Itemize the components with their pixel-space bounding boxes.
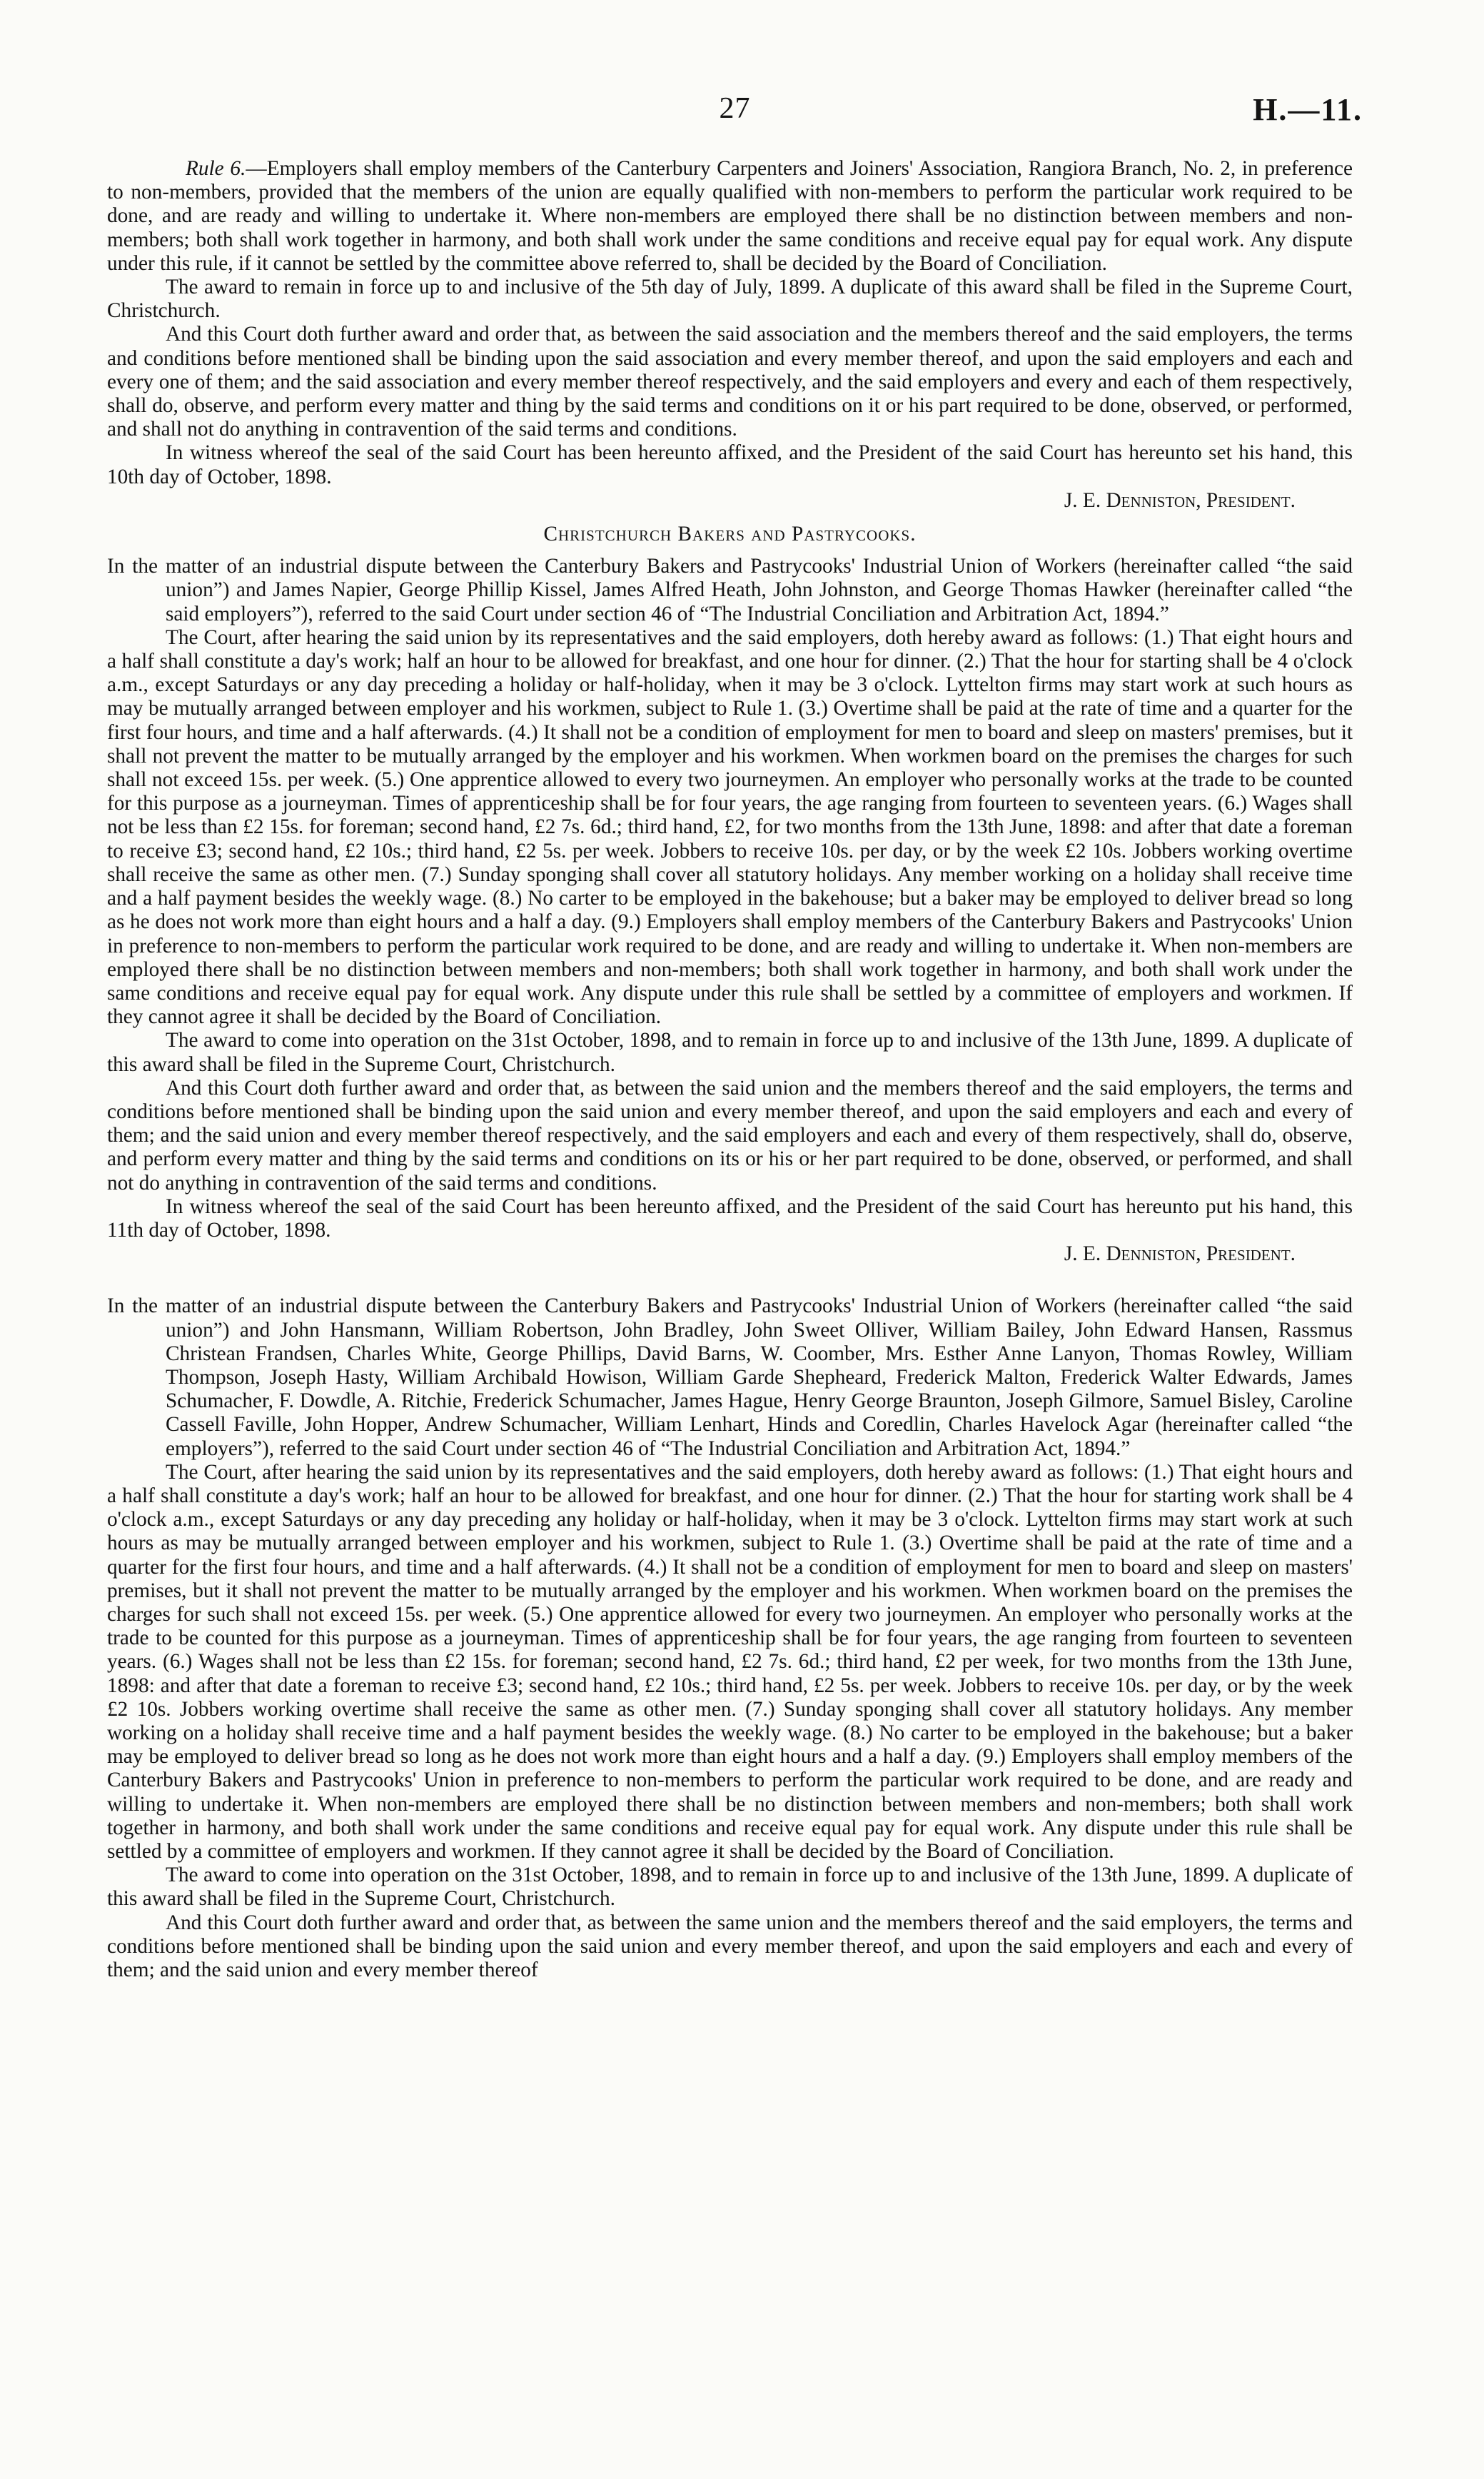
matter-1-binding: And this Court doth further award and order that, as between the said union and the members thereof and the said employers, the terms and conditions before mentioned shall be binding upon the said union and every member thereof, and upon the said employers and each and every of them; and the said union and every member thereof respectively, and the said employers and each and every of them respectively, shall do, observe, and perform every matter and thing by the said terms and conditions on its or his or her part required to be done, observed, or performed, and shall not do anything in contravention of the said terms and conditions. [107,1076,1353,1195]
rule-6-label: Rule 6. [186,157,246,180]
matter-2-binding: And this Court doth further award and order that, as between the same union and the members thereof and the said employers, the terms and conditions before mentioned shall be binding upon the said union and every member thereof, and upon the said employers and each and every of them; and the said union and every member thereof [107,1911,1353,1982]
rule-6-paragraph [107,157,1353,276]
matter-2-term: The award to come into operation on the 31st October, 1898, and to remain in force up to and inclusive of the 13th June, 1899. A duplicate of this award shall be filed in the Supreme Court, Christchurch. [107,1864,1353,1911]
matter-1-award: The Court, after hearing the said union by its representatives and the said employers, doth hereby award as follows: (1.) That eight hours and a half shall constitute a day's work; half an hour to be allowed for breakfast, and one hour for dinner. (2.) That the hour for starting shall be 4 o'clock a.m., except Saturdays or any day preceding a holiday or half-holiday, when it may be 3 o'clock. Lyttelton firms may start work at such hours as may be mutually arranged between employer and his workmen, subject to Rule 1. (3.) Overtime shall be paid at the rate of time and a quarter for the first four hours, and time and a half afterwards. (4.) It shall not be a condition of employment for men to board and sleep on masters' premises, but it shall not prevent the matter to be mutually arranged by the employer and his workmen. When workmen board on the premises the charges for such shall not exceed 15s. per week. (5.) One apprentice allowed to every two journeymen. An employer who personally works at the trade to be counted for this purpose as a journeyman. Times of apprenticeship shall be for four years, the age ranging from fourteen to seventeen years. (6.) Wages shall not be less than £2 15s. for foreman; second hand, £2 7s. 6d.; third hand, £2, for two months from the 13th June, 1898: and after that date a foreman to receive £3; second hand, £2 10s.; third hand, £2 5s. per week. Jobbers to receive 10s. per day, or by the week £2 10s. Jobbers working overtime shall receive the same as other men. (7.) Sunday sponging shall cover all statutory holidays. Any member working on a holiday shall receive time and a half payment besides the weekly wage. (8.) No carter to be employed in the bakehouse; but a baker may be employed to deliver bread so long as he does not work more than eight hours and a half a day. (9.) Employers shall employ members of the Canterbury Bakers and Pastrycooks' Union in preference to non-members to perform the particular work required to be done, and are ready and willing to undertake it. When non-members are employed there shall be no distinction between members and non-members; both shall work together in harmony, and both shall work under the same conditions and receive equal pay for equal work. Any dispute under this rule shall be settled by a committee of employers and workmen. If they cannot agree it shall be decided by the Board of Conciliation. [107,625,1353,1029]
document-body [107,157,1353,1982]
matter-2-award: The Court, after hearing the said union by its representatives and the said employers, doth hereby award as follows: (1.) That eight hours and a half shall constitute a day's work; half an hour to be allowed for breakfast, and one hour for dinner. (2.) That the hour for starting work shall be 4 o'clock a.m., except Saturdays or any day preceding any holiday or half-holiday, when it may be 3 o'clock. Lyttelton firms may start work at such hours as may be mutually arranged between employer and his workmen, subject to Rule 1. (3.) Overtime shall be paid at the rate of time and a quarter for the first four hours, and time and a half afterwards. (4.) It shall not be a condition of employment for men to board and sleep on masters' premises, but it shall not prevent the matter to be mutually arranged by the employer and his workmen. When workmen board on the premises the charges for such shall not exceed 15s. per week. (5.) One apprentice allowed for every two journeymen. An employer who personally works at the trade to be counted for this purpose as a journeyman. Times of apprenticeship shall be for four years, the age ranging from fourteen to seventeen years. (6.) Wages shall not be less than £2 15s. for foreman; second hand, £2 7s. 6d.; third hand, £2 per week, for two months from the 13th June, 1898: and after that date a foreman to receive £3; second hand, £2 10s.; third hand, £2 5s. per week. Jobbers to receive 10s. per day, or by the week £2 10s. Jobbers working overtime shall receive the same as other men. (7.) Sunday sponging shall cover all statutory holidays. Any member working on a holiday shall receive time and a half payment besides the weekly wage. (8.) No carter to be employed in the bakehouse; but a baker may be employed to deliver bread so long as he does not work more than eight hours and a half a day. (9.) Employers shall employ members of the Canterbury Bakers and Pastrycooks' Union in preference to non-members to perform the particular work required to be done, and are ready and willing to undertake it. When non-members are employed there shall be no distinction between members and non-members; both shall work together in harmony, and both shall work under the same conditions and receive equal pay for equal work. Any dispute under this rule shall be settled by a committee of employers and workmen. If they cannot agree it shall be decided by the Board of Conciliation. [107,1460,1353,1864]
matter-1-witness: In witness whereof the seal of the said Court has been hereunto affixed, and the President of the said Court has hereunto put his hand, this 11th day of October, 1898. [107,1195,1353,1242]
matter-1-intro: In the matter of an industrial dispute between the Canterbury Bakers and Pastrycooks' Industrial Union of Workers (hereinafter called “the said union”) and James Napier, George Phillip Kissel, James Alfred Heath, John Johnston, and George Thomas Hawker (hereinafter called “the said employers”), referred to the said Court under section 46 of “The Industrial Conciliation and Arbitration Act, 1894.” [107,555,1353,625]
page-number: 27 [719,92,751,125]
page-header [107,91,1363,134]
matter-2-intro: In the matter of an industrial dispute between the Canterbury Bakers and Pastrycooks' Industrial Union of Workers (hereinafter called “the said union”) and John Hansmann, William Robertson, John Bradley, John Sweet Olliver, William Bailey, John Edward Hansen, Rassmus Christean Frandsen, Charles White, George Phillips, David Barns, W. Coomber, Mrs. Esther Anne Lanyon, Thomas Rowley, William Thompson, Joseph Hasty, William Archibald Howison, William Garde Shepheard, Frederick Malton, Frederick Walter Edwards, James Schumacher, F. Dowdle, A. Ritchie, Frederick Schumacher, James Hague, Henry George Braunton, Joseph Gilmore, Samuel Bisley, Caroline Cassell Faville, John Hopper, Andrew Schumacher, William Lenhart, Hinds and Coredlin, Charles Havelock Agar (hereinafter called “the employers”), referred to the said Court under section 46 of “The Industrial Conciliation and Arbitration Act, 1894.” [107,1294,1353,1460]
rangiora-binding-clause: And this Court doth further award and order that, as between the said association and the members thereof and the said employers, the terms and conditions before mentioned shall be binding upon the said association and every member thereof, and upon the said employers and each and every one of them; and the said association and every member thereof respectively, and the said employers and every and each of them respectively, shall do, observe, and perform every matter and thing by the said terms and conditions on it or his part required to be done, observed, or performed, and shall not do anything in contravention of the said terms and conditions. [107,323,1353,441]
section-heading-bakers: Christchurch Bakers and Pastrycooks. [543,523,917,546]
rangiora-award-term: The award to remain in force up to and inclusive of the 5th day of July, 1899. A duplicate of this award shall be filed in the Supreme Court, Christchurch. [107,276,1353,323]
rangiora-signature: J. E. Denniston, President. [1064,488,1296,512]
rangiora-witness: In witness whereof the seal of the said Court has been hereunto affixed, and the President of the said Court has hereunto set his hand, this 10th day of October, 1898. [107,441,1353,488]
matter-1-term: The award to come into operation on the 31st October, 1898, and to remain in force up to and inclusive of the 13th June, 1899. A duplicate of this award shall be filed in the Supreme Court, Christchurch. [107,1029,1353,1076]
rangiora-witness-line [107,441,1353,488]
matter-separator [107,1266,1353,1294]
rule-6-text: —Employers shall employ members of the Canterbury Carpenters and Joiners' Association, Rangiora Branch, No. 2, in preference to non-members, provided that the members of the union are equally qualified with non-members to perform the particular work required to be done, and are ready and willing to undertake it. Where non-members are employed there shall be no distinction between members and non-members; both shall work together in harmony, and both shall work under the same conditions and receive equal pay for equal work. Any dispute under this rule, if it cannot be settled by the committee above referred to, shall be decided by the Board of Conciliation. [107,157,1353,275]
matter-1-signature: J. E. Denniston, President. [1064,1242,1296,1266]
series-reference: H.—11. [1253,92,1363,127]
